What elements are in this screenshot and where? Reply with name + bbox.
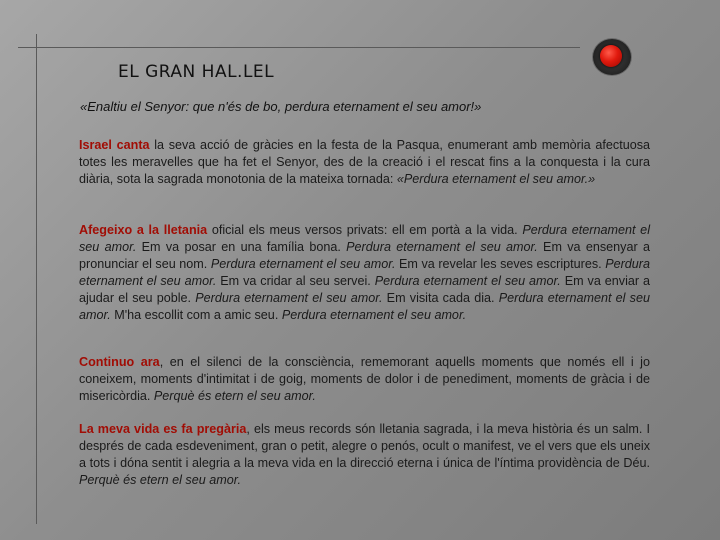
paragraph-4-text: , els meus records són lletania sagrada, i la meva història és un salm. I després de cada esdeveniment, gran o petit, alegre o penós, ocult o manifest, ve el vers que els uneix a tots i dóna sentit i alegria a la meva vida en la direcció eterna i única de l'íntima providència de Déu. [79, 422, 650, 470]
vertical-rule [36, 34, 37, 524]
refrain-text: Perdura eternament el seu amor. [79, 223, 650, 254]
paragraph-4-italic: Perquè és etern el seu amor. [79, 473, 241, 487]
paragraph-3-text: , en el silenci de la consciència, rememorant aquells moments que només ell i jo coneixem, moments d'intimitat i de goig, moments de dolor i de penediment, moments de gràcia i de misericòrdia. [79, 355, 650, 403]
refrain-text: Perdura eternament el seu amor. [374, 274, 561, 288]
refrain-text: Perdura eternament el seu amor. [346, 240, 538, 254]
red-record-button-icon[interactable] [600, 45, 622, 67]
paragraph-4 [79, 421, 650, 489]
paragraph-1-lead: Israel canta [79, 138, 150, 152]
refrain-text: Perdura eternament el seu amor. [79, 257, 650, 288]
verse-text: Em va enviar a ajudar el seu poble. [79, 274, 650, 305]
verse-text: Em va cridar al seu servei. [216, 274, 375, 288]
paragraph-2-segments [79, 223, 650, 322]
verse-text: Em va ensenyar a pronunciar el seu nom. [79, 240, 650, 271]
paragraph-2-lead: Afegeixo a la lletania [79, 223, 208, 237]
paragraph-3 [79, 354, 650, 405]
paragraph-3-italic: Perquè és etern el seu amor. [153, 389, 316, 403]
slide-quote: «Enaltiu el Senyor: que n'és de bo, perdura eternament el seu amor!» [80, 99, 482, 114]
paragraph-3-lead: Continuo ara [79, 355, 160, 369]
refrain-text: Perdura eternament el seu amor. [210, 257, 396, 271]
refrain-text: Perdura eternament el seu amor. [79, 291, 650, 322]
verse-text: Em va posar en una família bona. [136, 240, 347, 254]
paragraph-4-lead: La meva vida es fa pregària [79, 422, 247, 436]
horizontal-rule [18, 47, 580, 48]
paragraph-2 [79, 222, 650, 324]
paragraph-2-text: oficial els meus versos privats: ell em portà a la vida. [207, 223, 523, 237]
paragraph-1-italic: «Perdura eternament el seu amor.» [396, 172, 596, 186]
paragraph-1 [79, 137, 650, 188]
slide-title: EL GRAN HAL.LEL [118, 62, 275, 82]
refrain-text: Perdura eternament el seu amor. [281, 308, 467, 322]
refrain-text: Perdura eternament el seu amor. [195, 291, 383, 305]
paragraph-1-text: la seva acció de gràcies en la festa de la Pasqua, enumerant amb memòria afectuosa totes les meravelles que ha fet el Senyor, des de la creació i el rescat fins a la conquesta i la cura diària, sota la sagrada monotonia de la mateixa tornada: [79, 138, 650, 186]
verse-text: Em visita cada dia. [382, 291, 499, 305]
verse-text: M'ha escollit com a amic seu. [110, 308, 282, 322]
verse-text: Em va revelar les seves escriptures. [395, 257, 606, 271]
